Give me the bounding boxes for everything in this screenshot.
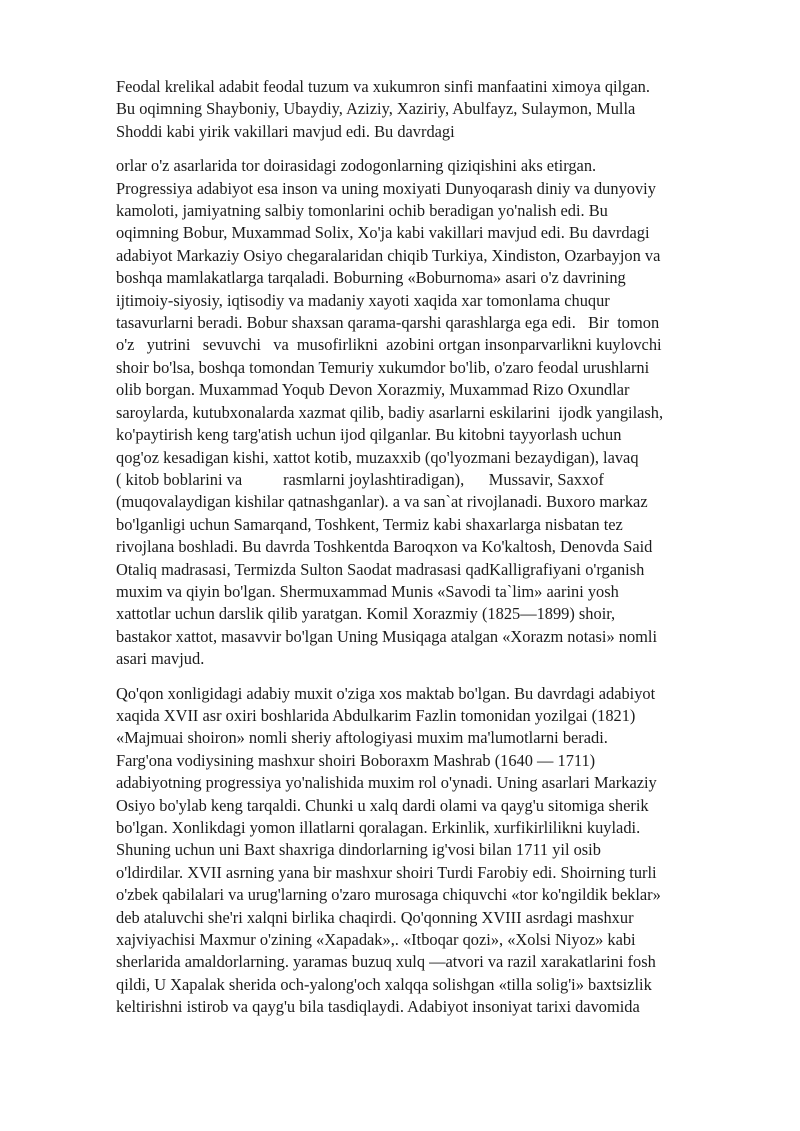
text-line: qildi, U Xapalak sherida och-yalong'och xalqqa solishgan «tilla solig'i» baxtsizlik (116, 974, 652, 994)
text-line: ijtimoiy-siyosiy, iqtisodiy va madaniy xayoti xaqida xar tomonlama chuqur (116, 290, 610, 310)
document-page (116, 76, 748, 1031)
text-line: (muqovalaydigan kishilar qatnashganlar). a va san`at rivojlanadi. Buxoro markaz (116, 492, 648, 512)
text-line: shoir bo'lsa, boshqa tomondan Temuriy xukumdor bo'lib, o'zaro feodal urushlarni (116, 357, 650, 377)
text-line: olib borgan. Muxammad Yoqub Devon Xorazmiy, Muxammad Rizo Oxundlar (116, 380, 630, 400)
text-line: Otaliq madrasasi, Termizda Sulton Saodat madrasasi qadKalligrafiyani o'rganish (116, 559, 645, 579)
text-line: muxim va qiyin bo'lgan. Shermuxammad Munis «Savodi ta`lim» aarini yosh (116, 581, 619, 601)
text-line: Osiyo bo'ylab keng tarqaldi. Chunki u xalq dardi olami va qayg'u sitomiga sherik (116, 795, 649, 815)
text-line: o'z yutrini sevuvchi va musofirlikni azobini ortgan insonparvarlikni kuylovchi (116, 335, 662, 355)
text-line: asari mavjud. (116, 649, 205, 669)
text-line: ko'paytirish keng targ'atish uchun ijod qilganlar. Bu kitobni tayyorlash uchun (116, 425, 622, 445)
text-line: xattotlar uchun darslik qilib yaratgan. Komil Xorazmiy (1825—1899) shoir, (116, 604, 616, 624)
text-line: Farg'ona vodiysining mashxur shoiri Boboraxm Mashrab (1640 — 1711) (116, 750, 596, 770)
text-line: o'ldirdilar. XVII asrning yana bir mashxur shoiri Turdi Farobiy edi. Shoirning turli (116, 862, 657, 882)
text-line: adabiyot Markaziy Osiyo chegaralaridan chiqib Turkiya, Xindiston, Ozarbayjon va (116, 245, 661, 265)
text-line: orlar o'z asarlarida tor doirasidagi zodogonlarning qiziqishini aks etirgan. (116, 156, 597, 176)
text-line: saroylarda, kutubxonalarda xazmat qilib, badiy asarlarni eskilarini ijodk yangilash, (116, 402, 664, 422)
text-line: Shoddi kabi yirik vakillari mavjud edi. Bu davrdagi (116, 121, 455, 141)
text-line: «Majmuai shoiron» nomli sheriy aftologiyasi muxim ma'lumotlarni beradi. (116, 728, 608, 748)
text-line: Shuning uchun uni Baxt shaxriga dindorlarning ig'vosi bilan 1711 yil osib (116, 840, 601, 860)
text-line: Qo'qon xonligidagi adabiy muxit o'ziga xos maktab bo'lgan. Bu davrdagi adabiyot (116, 683, 656, 703)
text-line: bo'lgan. Xonlikdagi yomon illatlarni qoralagan. Erkinlik, xurfikirlilikni kuyladi. (116, 818, 641, 837)
paragraph-3 (116, 683, 748, 1019)
text-line: ( kitob boblarini va rasmlarni joylashtiradigan), Mussavir, Saxxof (116, 469, 604, 489)
text-line: oqimning Bobur, Muxammad Solix, Xo'ja kabi vakillari mavjud edi. Bu davrdagi (116, 223, 650, 243)
text-line: deb ataluvchi she'ri xalqni birlika chaqirdi. Qo'qonning XVIII asrdagi mashxur (116, 907, 634, 927)
text-line: boshqa mamlakatlarga tarqaladi. Boburning «Boburnoma» asari o'z davrining (116, 268, 626, 288)
text-line: Bu oqimning Shayboniy, Ubaydiy, Aziziy, Xaziriy, Abulfayz, Sulaymon, Mulla (116, 99, 636, 119)
text-line: o'zbek qabilalari va urug'larning o'zaro murosaga chiquvchi «tor ko'ngildik beklar» (116, 885, 661, 905)
text-line: sherlarida amaldorlarning. yaramas buzuq xulq —atvori va razil xarakatlarini fosh (116, 952, 656, 972)
text-line: bastakor xattot, masavvir bo'lgan Uning Musiqaga atalgan «Xorazm notasi» nomli (116, 626, 657, 646)
paragraph-2 (116, 155, 748, 670)
text-line: Progressiya adabiyot esa inson va uning moxiyati Dunyoqarash diniy va dunyoviy (116, 178, 656, 198)
text-line: Feodal krelikal adabit feodal tuzum va xukumron sinfi manfaatini ximoya qilgan. (116, 77, 650, 96)
text-line: qog'oz kesadigan kishi, xattot kotib, muzaxxib (qo'lyozmani bezaydigan), lavaq (116, 447, 639, 467)
text-line: kamoloti, jamiyatning salbiy tomonlarini ochib beradigan yo'nalish edi. Bu (116, 201, 608, 221)
text-line: tasavurlarni beradi. Bobur shaxsan qarama-qarshi qarashlarga ega edi. Bir tomon (116, 313, 660, 333)
text-line: keltirishni istirob va qayg'u bila tasdiqlaydi. Adabiyot insoniyat tarixi davomida (116, 997, 640, 1017)
text-line: bo'lganligi uchun Samarqand, Toshkent, Termiz kabi shaxarlarga nisbatan tez (116, 514, 623, 534)
paragraph-1 (116, 76, 748, 143)
text-line: xaqida XVII asr oxiri boshlarida Abdulkarim Fazlin tomonidan yozilgai (1821) (116, 705, 636, 725)
text-line: adabiyotning progressiya yo'nalishida muxim rol o'ynadi. Uning asarlari Markaziy (116, 773, 657, 793)
text-line: xajviyachisi Maxmur o'zining «Xapadak»,. «Itboqar qozi», «Xolsi Niyoz» kabi (116, 930, 636, 950)
text-line: rivojlana boshladi. Bu davrda Toshkentda Baroqxon va Ko'kaltosh, Denovda Said (116, 537, 653, 557)
